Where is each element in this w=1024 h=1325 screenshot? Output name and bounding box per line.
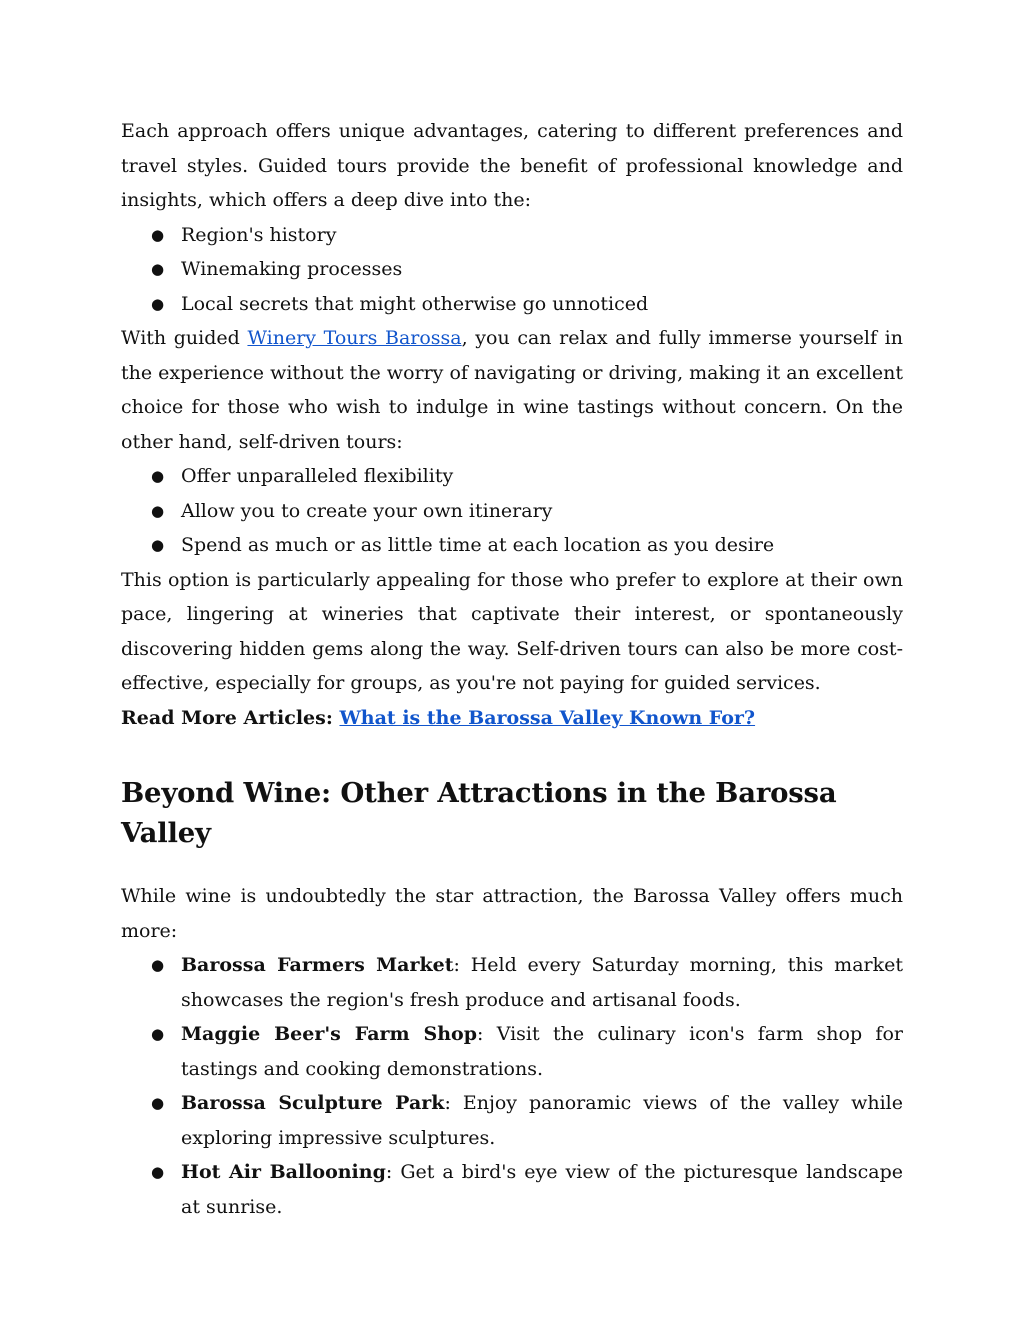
bullet-icon: ● xyxy=(151,1025,165,1043)
bullet-icon: ● xyxy=(151,260,165,278)
bullet-icon: ● xyxy=(151,536,165,554)
attraction-name: Maggie Beer's Farm Shop xyxy=(181,1023,477,1045)
attraction-description: : Visit the culinary icon's farm shop for tastings and cooking demonstrations. xyxy=(181,1023,903,1080)
list-item xyxy=(121,1086,903,1155)
self-driven-benefits-list xyxy=(121,459,903,563)
list-item: ● Local secrets that might otherwise go unnoticed xyxy=(121,287,903,322)
bullet-icon: ● xyxy=(151,1163,165,1181)
attraction-description: : Enjoy panoramic views of the valley while exploring impressive sculptures. xyxy=(181,1092,904,1149)
winery-tours-barossa-link[interactable]: Winery Tours Barossa xyxy=(247,327,462,349)
list-item: ● Region's history xyxy=(121,218,903,253)
read-more-label: Read More Articles: xyxy=(121,706,340,729)
list-item xyxy=(121,1017,903,1086)
list-item xyxy=(121,1155,903,1224)
attraction-name: Barossa Farmers Market xyxy=(181,954,454,976)
section-heading: Beyond Wine: Other Attractions in the Barossa Valley xyxy=(121,777,837,849)
guided-tour-benefits-list xyxy=(121,218,903,322)
read-more-article-link[interactable]: What is the Barossa Valley Known For? xyxy=(339,706,756,729)
attractions-list xyxy=(121,948,903,1224)
list-item: ● Winemaking processes xyxy=(121,252,903,287)
bullet-icon: ● xyxy=(151,294,165,313)
bullet-icon: ● xyxy=(151,956,165,974)
attraction-name: Barossa Sculpture Park xyxy=(181,1092,445,1114)
list-item: ● Offer unparalleled flexibility xyxy=(121,459,903,494)
list-item: ● Spend as much or as little time at each location as you desire xyxy=(121,528,903,563)
self-driven-paragraph: This option is particularly appealing for those who prefer to explore at their own pace, lingering at wineries that captivate their interest, or spontaneously discovering hidden gems along the way. Self-driven tours can also be more cost-effective, especially for groups, as you're not paying for guided services. xyxy=(121,568,903,694)
read-more-line xyxy=(121,701,903,736)
list-item: ● Allow you to create your own itinerary xyxy=(121,494,903,529)
attraction-description: : Held every Saturday morning, this market showcases the region's fresh produce and artisanal foods. xyxy=(181,954,903,1011)
bullet-icon: ● xyxy=(151,501,165,520)
bullet-icon: ● xyxy=(151,225,165,244)
document-page xyxy=(121,114,903,1224)
intro-paragraph: Each approach offers unique advantages, catering to different preferences and travel styles. Guided tours provide the benefit of professional knowledge and insights, which offers a deep dive into the: xyxy=(121,120,903,211)
bullet-icon: ● xyxy=(151,1094,165,1112)
list-item xyxy=(121,948,903,1017)
guided-tours-paragraph: With guided Winery Tours Barossa, you can relax and fully immerse yourself in the experience without the worry of navigating or driving, making it an excellent choice for those who wish to indulge in wine tastings without concern. On the other hand, self-driven tours: xyxy=(121,327,903,453)
attraction-name: Hot Air Ballooning xyxy=(181,1161,386,1183)
bullet-icon: ● xyxy=(151,467,165,485)
attraction-description: : Get a bird's eye view of the picturesque landscape at sunrise. xyxy=(181,1161,903,1218)
attractions-intro: While wine is undoubtedly the star attraction, the Barossa Valley offers much more: xyxy=(121,885,903,942)
